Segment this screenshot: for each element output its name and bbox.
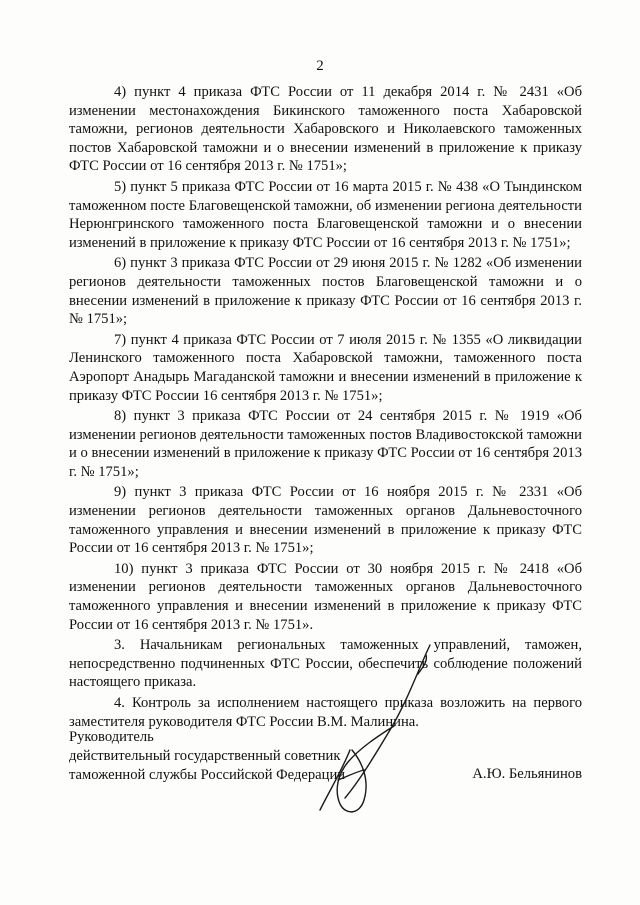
list-item-8: 8) пункт 3 приказа ФТС России от 24 сентября 2015 г. № 1919 «Об изменении регионов деятельности таможенных постов Владивостокской таможни и о внесении изменений в приложение к приказу ФТС России от 16 сентября 2013 г. № 1751»; bbox=[69, 408, 582, 480]
list-item-6: 6) пункт 3 приказа ФТС России от 29 июня 2015 г. № 1282 «Об изменении регионов деятельности таможенных постов Благовещенской таможни и о внесении изменений в приложение к приказу ФТС России от 16 сентября 2013 г. № 1751»; bbox=[69, 255, 582, 328]
list-item-7: 7) пункт 4 приказа ФТС России от 7 июля 2015 г. № 1355 «О ликвидации Ленинского таможенного поста Хабаровской таможни, таможенного поста Аэропорт Анадырь Магаданской таможни и внесении изменений в приложение к приказу ФТС России 16 сентября 2013 г. № 1751»; bbox=[69, 331, 582, 404]
section-4-paragraph: 4. Контроль за исполнением настоящего приказа возложить на первого заместителя руководителя ФТС России В.М. Малинина. bbox=[69, 695, 582, 730]
list-item-10: 10) пункт 3 приказа ФТС России от 30 ноября 2015 г. № 2418 «Об изменении регионов деятельности таможенных органов Дальневосточного таможенного управления и внесении изменений в приложение к приказу ФТС России от 16 сентября 2013 г. № 1751». bbox=[69, 560, 582, 633]
section-3-paragraph: 3. Начальникам региональных таможенных управлений, таможен, непосредственно подчиненных ФТС России, обеспечить соблюдение положений настоящего приказа. bbox=[69, 637, 582, 691]
signer-position: Руководитель bbox=[69, 729, 154, 745]
list-item-9: 9) пункт 3 приказа ФТС России от 16 ноября 2015 г. № 2331 «Об изменении регионов деятельности таможенных органов Дальневосточного таможенного управления и внесении изменений в приложение к приказу ФТС России от 16 сентября 2013 г. № 1751»; bbox=[69, 484, 582, 557]
signer-rank-continued: таможенной службы Российской Федерации bbox=[69, 767, 346, 783]
page-number: 2 bbox=[316, 58, 324, 74]
list-item-5: 5) пункт 5 приказа ФТС России от 16 марта 2015 г. № 438 «О Тындинском таможенном посте Благовещенской таможни, об изменении региона деятельности Нерюнгринского таможенного поста Благовещенской таможни и о внесении изменений в приложение к приказу ФТС России от 16 сентября 2013 г. № 1751»; bbox=[69, 178, 582, 251]
signer-rank: действительный государственный советник bbox=[69, 748, 341, 764]
signer-name: А.Ю. Бельянинов bbox=[472, 766, 582, 782]
list-item-4: 4) пункт 4 приказа ФТС России от 11 декабря 2014 г. № 2431 «Об изменении местонахождения Бикинского таможенного поста Хабаровской таможни, регионов деятельности Хабаровского и Николаевского таможенных постов Хабаровской таможни и о внесении изменений в приложение к приказу ФТС России от 16 сентября 2013 г. № 1751»; bbox=[69, 84, 582, 175]
handwritten-signature bbox=[290, 630, 450, 820]
